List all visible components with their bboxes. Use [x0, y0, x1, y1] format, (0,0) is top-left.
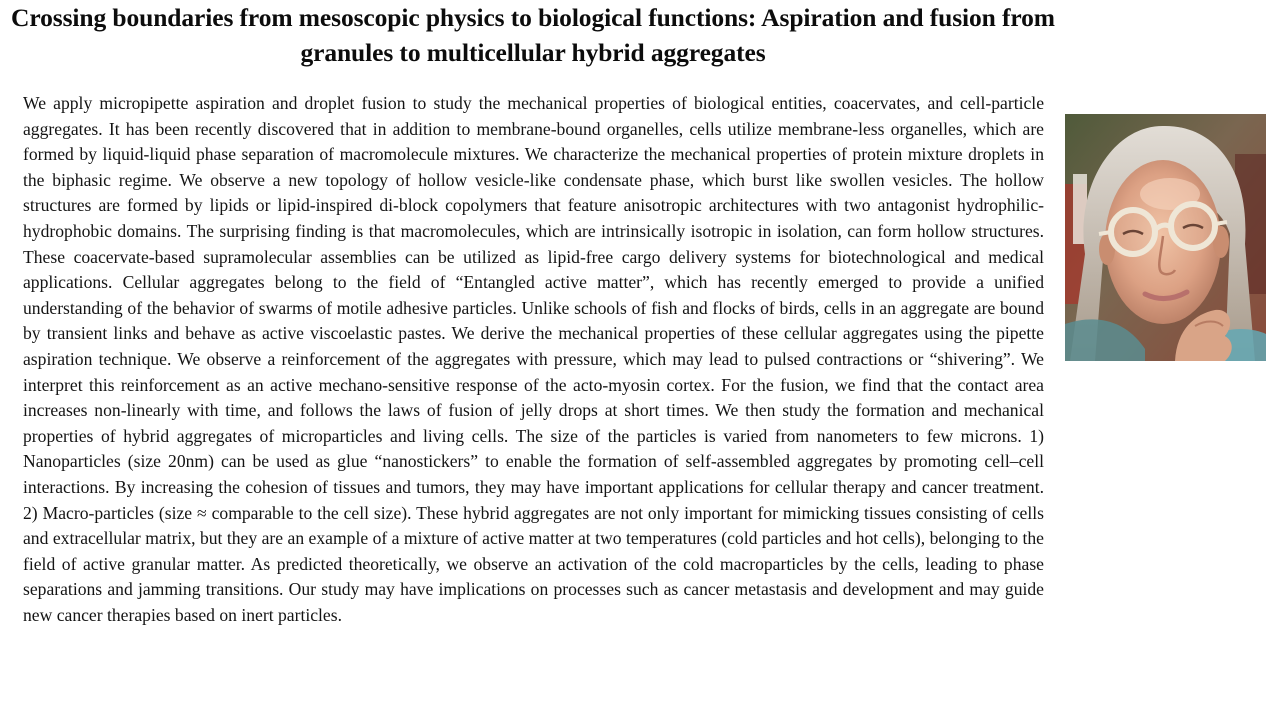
abstract-text: We apply micropipette aspiration and droplet fusion to study the mechanical properties of biological entities, coacervates, and cell-particle aggregates. It has been recently discovered that in addition to membrane-bound organelles, cells utilize membrane-less organelles, which are formed by liquid-liquid phase separation of macromolecule mixtures. We characterize the mechanical properties of protein mixture droplets in the biphasic regime. We observe a new topology of hollow vesicle-like condensate phase, which burst like swollen vesicles. The hollow structures are formed by lipids or lipid-inspired di-block copolymers that feature anisotropic architectures with two antagonist hydrophilic-hydrophobic domains. The surprising finding is that macromolecules, which are intrinsically isotropic in isolation, can form hollow structures. These coacervate-based supramolecular assemblies can be utilized as lipid-free cargo delivery systems for biotechnological and medical applications. Cellular aggregates belong to the field of “Entangled active matter”, which has recently emerged to provide a unified understanding of the behavior of swarms of motile adhesive particles. Unlike schools of fish and flocks of birds, cells in an aggregate are bound by transient links and behave as active viscoelastic pastes. We derive the mechanical properties of these cellular aggregates using the pipette aspiration technique. We observe a reinforcement of the aggregates with pressure, which may lead to pulsed contractions or “shivering”. We interpret this reinforcement as an active mechano-sensitive response of the acto-myosin cortex. For the fusion, we find that the contact area increases non-linearly with time, and follows the laws of fusion of jelly drops at short times. We then study the formation and mechanical properties of hybrid aggregates of microparticles and living cells. The size of the particles is varied from nanometers to few microns. 1) Nanoparticles (size 20nm) can be used as glue “nanostickers” to enable the formation of self-assembled aggregates by promoting cell–cell interactions. By increasing the cohesion of tissues and tumors, they may have important applications for cellular therapy and cancer treatment. 2) Macro-particles (size ≈ comparable to the cell size). These hybrid aggregates are not only important for mimicking tissues consisting of cells and extracellular matrix, but they are an example of a mixture of active matter at two temperatures (cold particles and hot cells), belonging to the field of active granular matter. As predicted theoretically, we observe an activation of the cold macroparticles by the cells, leading to phase separations and jamming transitions. Our study may have implications on processes such as cancer metastasis and development and may guide new cancer therapies based on inert particles. [23, 93, 1044, 625]
speaker-portrait-photo [1065, 114, 1266, 361]
portrait-image-icon [1065, 114, 1266, 361]
talk-title: Crossing boundaries from mesoscopic physics to biological functions: Aspiration and fusion from granules to multicellular hybrid aggregates [11, 3, 1055, 67]
